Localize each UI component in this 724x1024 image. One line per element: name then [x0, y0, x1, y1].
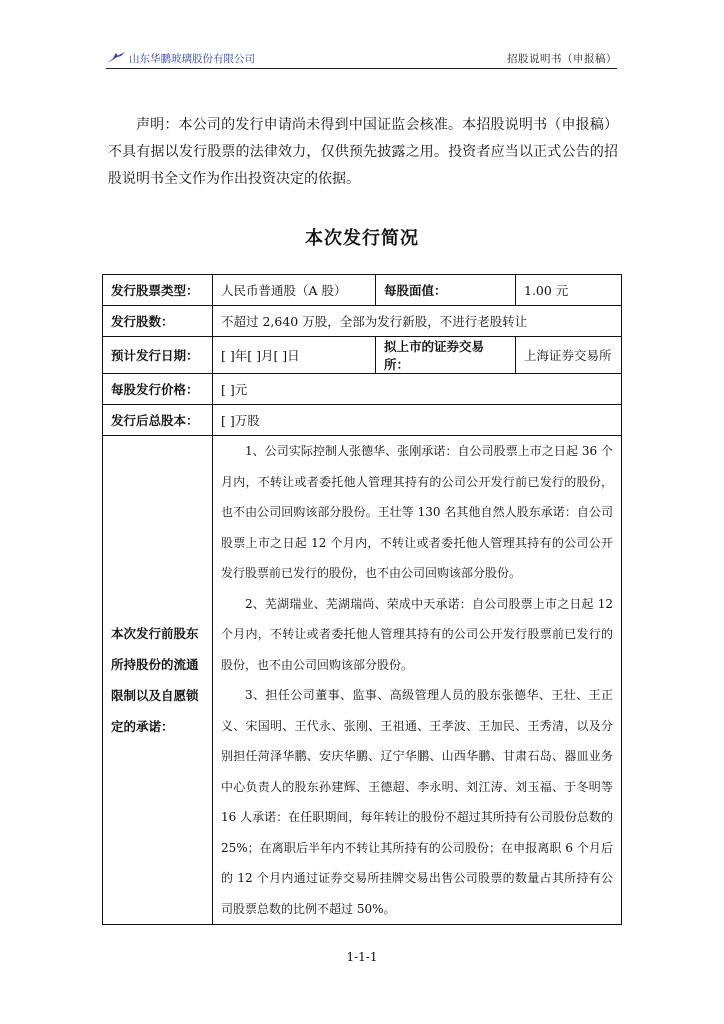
stock-type-label: 发行股票类型：	[103, 275, 213, 306]
document-name: 招股说明书（申报稿）	[507, 52, 617, 65]
disclaimer-statement: 声明：本公司的发行申请尚未得到中国证监会核准。本招股说明书（申报稿）不具有据以发行股票的法律效力，仅供预先披露之用。投资者应当以正式公告的招股说明书全文作为作出投资决定的依据。	[108, 117, 618, 187]
table-row	[103, 306, 622, 337]
table-row	[103, 436, 622, 925]
table-row	[103, 337, 622, 374]
section-title: 本次发行简况	[305, 228, 419, 249]
table-row	[103, 275, 622, 306]
total-shares-label: 发行后总股本：	[103, 405, 213, 436]
stock-type-value: 人民币普通股（A 股）	[213, 275, 376, 306]
exchange-value: 上海证券交易所	[516, 337, 622, 374]
par-value-label: 每股面值：	[376, 275, 516, 306]
issue-date-value: [ ]年[ ]月[ ]日	[213, 337, 376, 374]
company-name: 山东华鹏玻璃股份有限公司	[129, 52, 255, 65]
bird-logo-icon	[106, 51, 126, 65]
table-row	[103, 405, 622, 436]
offering-summary-table	[102, 274, 622, 925]
total-shares-value: [ ]万股	[213, 405, 622, 436]
price-label: 每股发行价格：	[103, 374, 213, 405]
par-value-value: 1.00 元	[516, 275, 622, 306]
table-row	[103, 374, 622, 405]
exchange-label: 拟上市的证券交易所：	[376, 337, 516, 374]
lock-up-label: 本次发行前股东所持股份的流通限制以及自愿锁定的承诺：	[103, 436, 213, 925]
page-number: 1-1-1	[346, 950, 378, 964]
shares-value: 不超过 2,640 万股，全部为发行新股，不进行老股转让	[213, 306, 622, 337]
commitment-paragraph: 3、担任公司董事、监事、高级管理人员的股东张德华、王壮、王正义、宋国明、王代永、张刚、王祖通、王孝波、王加民、王秀清，以及分别担任菏泽华鹏、安庆华鹏、辽宁华鹏、山西华鹏、甘肃石岛、器皿业务中心负责人的股东孙建辉、王德超、李永明、刘江涛、刘玉福、于冬明等 16 人承诺：在任职期间，每年转让的股份不超过其所持有公司股份总数的 25%；在离职后半年内不转让其所持有的公司股份；在申报离职 6 个月后的 12 个月内通过证券交易所挂牌交易出售公司股票的数量占其所持有公司股票总数的比例不超过 50%。	[221, 688, 613, 916]
commitment-paragraph: 2、芜湖瑞业、芜湖瑞尚、荣成中天承诺：自公司股票上市之日起 12 个月内，不转让或者委托他人管理其持有的公司公开发行股票前已发行的股份，也不由公司回购该部分股份。	[221, 596, 613, 672]
shares-label: 发行股数：	[103, 306, 213, 337]
page-header	[106, 48, 617, 69]
company-brand	[106, 51, 255, 66]
price-value: [ ]元	[213, 374, 622, 405]
lock-up-commitments	[213, 436, 622, 925]
commitment-paragraph: 1、公司实际控制人张德华、张刚承诺：自公司股票上市之日起 36 个月内，不转让或者委托他人管理其持有的公司公开发行前已发行的股份，也不由公司回购该部分股份。王壮等 130 名其他自然人股东承诺：自公司股票上市之日起 12 个月内，不转让或者委托他人管理其持有的公司公开发行股票前已发行的股份，也不由公司回购该部分股份。	[221, 444, 613, 580]
issue-date-label: 预计发行日期：	[103, 337, 213, 374]
